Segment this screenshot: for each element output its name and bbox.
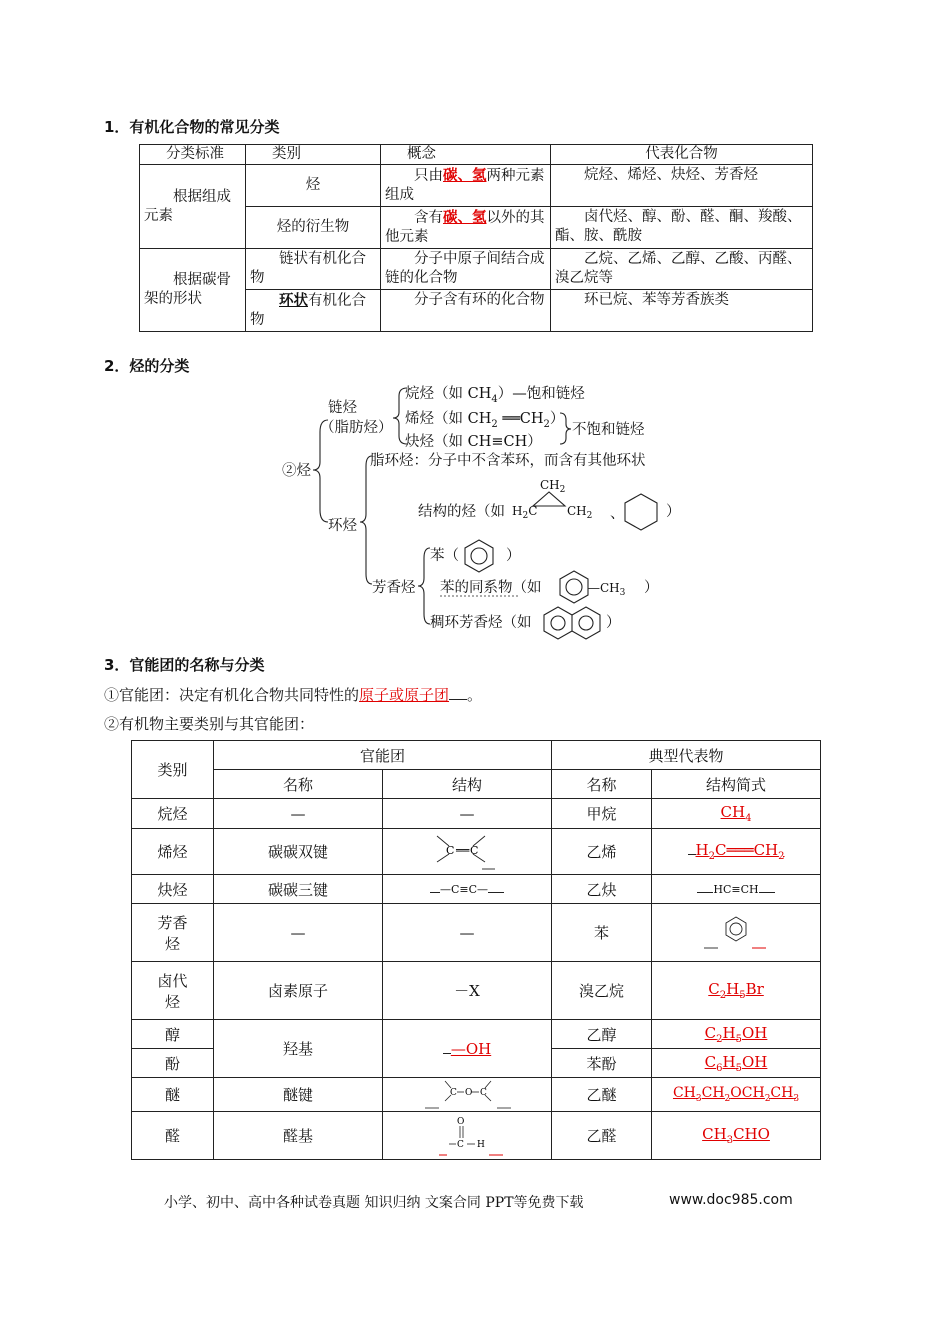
cat-arene: 芳香 烃 bbox=[132, 904, 214, 962]
alicyclic-comma: 、 bbox=[610, 506, 625, 522]
struct-alkane: — bbox=[383, 799, 552, 829]
rep-arene: 苯 bbox=[552, 904, 652, 962]
table-intro: ②有机物主要类别与其官能团： bbox=[104, 715, 315, 733]
cyclo-left: $H_2C$ bbox=[512, 504, 538, 521]
examples-hydrocarbon: 烷烃、烯烃、炔烃、芳香烃 bbox=[551, 165, 813, 207]
rep-ether: 乙醚 bbox=[552, 1078, 652, 1112]
cat-cyclic: 环状有机化合物 bbox=[246, 290, 381, 332]
cat-halo: 卤代 烃 bbox=[132, 962, 214, 1020]
th-rep-formula: 结构简式 bbox=[652, 770, 821, 799]
fg-arene: — bbox=[214, 904, 383, 962]
alicyclic-close: ） bbox=[666, 504, 681, 520]
cyclo-right: $CH_2$ bbox=[567, 504, 593, 521]
struct-aldehyde bbox=[383, 1112, 552, 1160]
fg-alkyne: 碳碳三键 bbox=[214, 875, 383, 904]
benzene-label: 苯（ bbox=[430, 548, 459, 564]
svg-text:C: C bbox=[470, 843, 479, 857]
root-label: ②烃 bbox=[282, 463, 311, 479]
chain-sub-label: （脂肪烃） bbox=[320, 420, 393, 436]
group-composition: 根据组成元素 bbox=[140, 165, 246, 249]
examples-chain: 乙烷、乙烯、乙醇、乙酸、丙醛、溴乙烷等 bbox=[551, 249, 813, 290]
th-category: 类别 bbox=[132, 741, 214, 799]
header-concept: 概念 bbox=[381, 145, 551, 165]
th-functional-group: 官能团 bbox=[214, 741, 552, 770]
unsaturated-label: 不饱和链烃 bbox=[572, 422, 645, 438]
header-standard: 分类标准 bbox=[140, 145, 246, 165]
homolog-close: ） bbox=[644, 580, 659, 596]
svg-text:C: C bbox=[446, 843, 455, 857]
header-category: 类别 bbox=[246, 145, 381, 165]
formula-ethyne: HC≡CH bbox=[652, 875, 821, 904]
cat-derivative: 烃的衍生物 bbox=[246, 207, 381, 249]
fg-ether: 醚键 bbox=[214, 1078, 383, 1112]
fg-alkene: 碳碳双键 bbox=[214, 829, 383, 875]
rep-alkene: 乙烯 bbox=[552, 829, 652, 875]
struct-hydroxyl: —OH bbox=[383, 1020, 552, 1078]
formula-benzene bbox=[652, 904, 821, 962]
th-rep-name: 名称 bbox=[552, 770, 652, 799]
struct-alkyne: —C≡C— bbox=[383, 875, 552, 904]
cat-phenol: 酚 bbox=[132, 1049, 214, 1078]
cat-alkyne: 炔烃 bbox=[132, 875, 214, 904]
concept-hydrocarbon: 只由碳、氢两种元素组成 bbox=[381, 165, 551, 207]
cyclo-top: $CH_2$ bbox=[540, 478, 566, 495]
homolog-label: 苯的同系物（如 bbox=[440, 580, 542, 596]
svg-text:C: C bbox=[457, 1139, 464, 1150]
struct-ether bbox=[383, 1078, 552, 1112]
formula-diethyl-ether: $CH_3CH_2OCH_2CH_3$ bbox=[652, 1078, 821, 1112]
rep-alkyne: 乙炔 bbox=[552, 875, 652, 904]
fg-halo: 卤素原子 bbox=[214, 962, 383, 1020]
th-fg-structure: 结构 bbox=[383, 770, 552, 799]
formula-acetaldehyde: $CH_3CHO$ bbox=[652, 1112, 821, 1160]
th-representative: 典型代表物 bbox=[552, 741, 821, 770]
rep-phenol: 苯酚 bbox=[552, 1049, 652, 1078]
chain-label: 链烃 bbox=[328, 400, 357, 416]
th-fg-name: 名称 bbox=[214, 770, 383, 799]
struct-arene: — bbox=[383, 904, 552, 962]
fg-aldehyde: 醛基 bbox=[214, 1112, 383, 1160]
alkyne-label: 炔烃（如 CH≡CH） bbox=[405, 434, 542, 450]
formula-bromoethane: $C_2H_5Br$ bbox=[652, 962, 821, 1020]
concept-cyclic: 分子含有环的化合物 bbox=[381, 290, 551, 332]
cat-ether: 醚 bbox=[132, 1078, 214, 1112]
section-2-title: 2．烃的分类 bbox=[104, 357, 190, 375]
cat-alkane: 烷烃 bbox=[132, 799, 214, 829]
fg-hydroxyl: 羟基 bbox=[214, 1020, 383, 1078]
rep-aldehyde: 乙醛 bbox=[552, 1112, 652, 1160]
cat-hydrocarbon: 烃 bbox=[246, 165, 381, 207]
formula-ethene: $H_2C═══CH_2$ bbox=[652, 829, 821, 875]
hydrocarbon-tree-diagram bbox=[280, 378, 700, 640]
header-examples: 代表化合物 bbox=[551, 145, 813, 165]
footer-text: 小学、初中、高中各种试卷真题 知识归纳 文案合同 PPT等免费下载 bbox=[164, 1195, 584, 1211]
svg-text:H: H bbox=[477, 1139, 485, 1150]
cat-chain: 链状有机化合物 bbox=[246, 249, 381, 290]
ring-label: 环烃 bbox=[328, 518, 357, 534]
classification-table bbox=[139, 144, 813, 332]
methyl-label: $—CH_3$ bbox=[588, 581, 626, 598]
examples-derivative: 卤代烃、醇、酚、醛、酮、羧酸、酯、胺、酰胺 bbox=[551, 207, 813, 249]
functional-group-table bbox=[131, 740, 821, 1160]
struct-alkene bbox=[383, 829, 552, 875]
svg-text:O: O bbox=[457, 1116, 465, 1127]
alicyclic-label-2: 结构的烃（如 bbox=[418, 504, 505, 520]
cat-alkene: 烯烃 bbox=[132, 829, 214, 875]
formula-ethanol: $C_2H_5OH$ bbox=[652, 1020, 821, 1049]
svg-text:C: C bbox=[480, 1087, 487, 1098]
cat-aldehyde: 醛 bbox=[132, 1112, 214, 1160]
rep-alkane: 甲烷 bbox=[552, 799, 652, 829]
group-skeleton: 根据碳骨架的形状 bbox=[140, 249, 246, 332]
footer-url[interactable]: www.doc985.com bbox=[669, 1192, 793, 1208]
section-1-title: 1．有机化合物的常见分类 bbox=[104, 118, 280, 136]
svg-text:══: ══ bbox=[456, 843, 470, 857]
benzene-close: ） bbox=[506, 548, 521, 564]
svg-text:O: O bbox=[465, 1087, 473, 1098]
concept-derivative: 含有碳、氢以外的其他元素 bbox=[381, 207, 551, 249]
cat-alcohol: 醇 bbox=[132, 1020, 214, 1049]
alicyclic-label: 脂环烃：分子中不含苯环，而含有其他环状 bbox=[370, 453, 646, 469]
rep-alcohol: 乙醇 bbox=[552, 1020, 652, 1049]
examples-cyclic: 环已烷、苯等芳香族类 bbox=[551, 290, 813, 332]
alkane-label: 烷烃（如 $CH_4)—$饱和链烃 bbox=[405, 386, 585, 405]
struct-halo: －X bbox=[383, 962, 552, 1020]
aromatic-label: 芳香烃 bbox=[372, 580, 416, 596]
rep-halo: 溴乙烷 bbox=[552, 962, 652, 1020]
fused-label: 稠环芳香烃（如 bbox=[430, 615, 532, 631]
formula-phenol: $C_6H_5OH$ bbox=[652, 1049, 821, 1078]
formula-methane: $CH_4$ bbox=[652, 799, 821, 829]
svg-text:C: C bbox=[450, 1087, 457, 1098]
fg-alkane: — bbox=[214, 799, 383, 829]
functional-group-definition: ①官能团：决定有机化合物共同特性的原子或原子团 。 bbox=[104, 686, 483, 704]
alkene-label: 烯烃（如 $CH_2$ $══CH_2$） bbox=[405, 411, 565, 430]
section-3-title: 3．官能团的名称与分类 bbox=[104, 656, 265, 674]
concept-chain: 分子中原子间结合成链的化合物 bbox=[381, 249, 551, 290]
fused-close: ） bbox=[606, 615, 621, 631]
